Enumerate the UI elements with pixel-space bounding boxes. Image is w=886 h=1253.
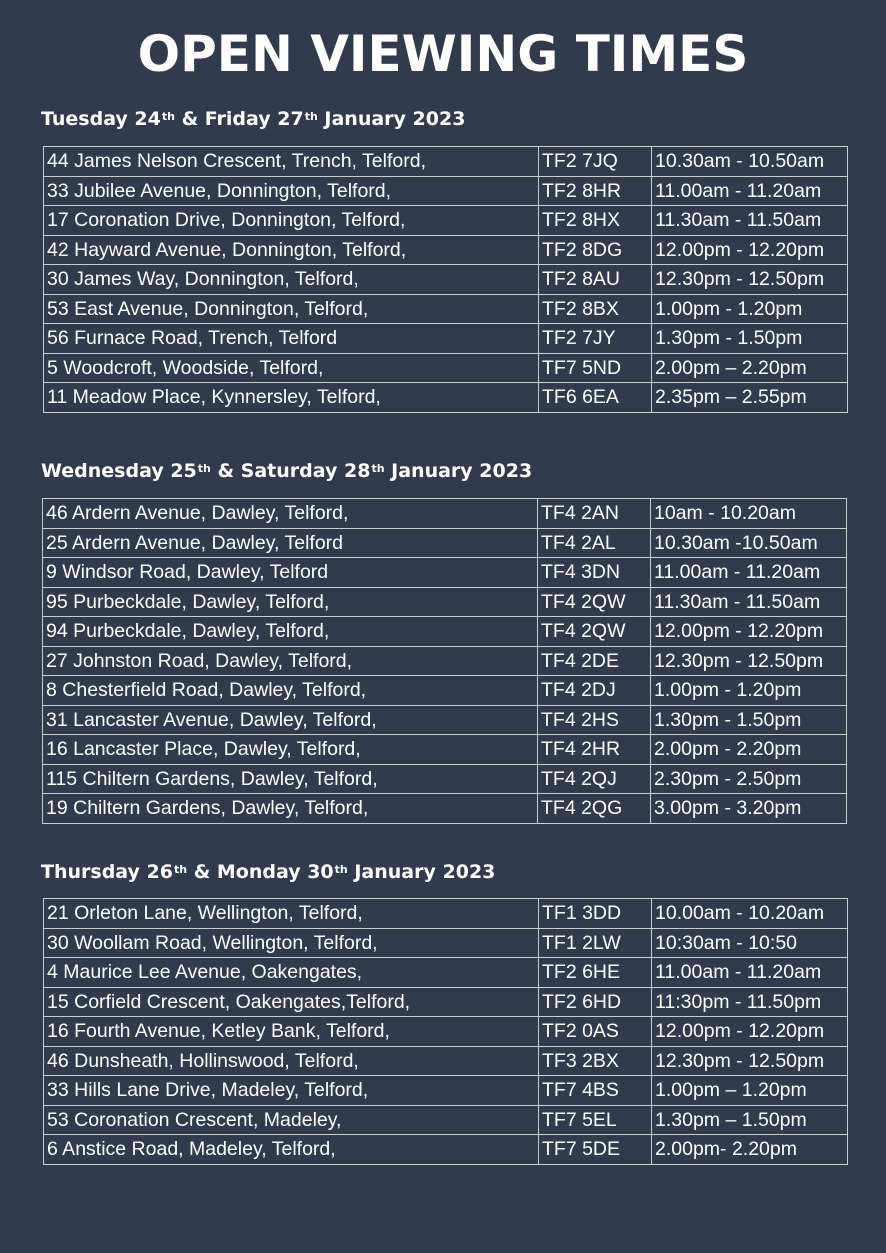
time-cell: 11:30pm - 11.50pm	[652, 987, 848, 1017]
postcode-cell: TF4 2AL	[538, 528, 651, 558]
table-row	[44, 1135, 848, 1165]
postcode-cell: TF2 6HD	[539, 987, 652, 1017]
address-cell: 27 Johnston Road, Dawley, Telford,	[43, 646, 538, 676]
ordinal-suffix: th	[197, 462, 211, 475]
time-cell: 12.30pm - 12.50pm	[652, 265, 848, 295]
table-row	[44, 383, 848, 413]
time-cell: 2.35pm – 2.55pm	[652, 383, 848, 413]
postcode-cell: TF2 8HR	[539, 176, 652, 206]
time-cell: 10.30am - 10.50am	[652, 147, 848, 177]
page-title: OPEN VIEWING TIMES	[137, 25, 749, 83]
address-cell: 16 Fourth Avenue, Ketley Bank, Telford,	[44, 1017, 539, 1047]
time-cell: 10am - 10.20am	[651, 499, 847, 529]
table-row	[43, 617, 847, 647]
table-row	[44, 1046, 848, 1076]
address-cell: 15 Corfield Crescent, Oakengates,Telford,	[44, 987, 539, 1017]
table-row	[44, 987, 848, 1017]
table-row	[43, 528, 847, 558]
time-cell: 12.30pm - 12.50pm	[652, 1046, 848, 1076]
table-row	[44, 147, 848, 177]
table-row	[44, 353, 848, 383]
table-row	[44, 1076, 848, 1106]
postcode-cell: TF2 8BX	[539, 294, 652, 324]
ordinal-suffix: th	[161, 110, 175, 123]
address-cell: 5 Woodcroft, Woodside, Telford,	[44, 353, 539, 383]
heading-day-1: Thursday 26	[41, 861, 173, 883]
heading-month: January 2023	[347, 861, 496, 883]
postcode-cell: TF7 5ND	[539, 353, 652, 383]
table-row	[44, 176, 848, 206]
address-cell: 11 Meadow Place, Kynnersley, Telford,	[44, 383, 539, 413]
table-row	[44, 899, 848, 929]
table-row	[44, 324, 848, 354]
time-cell: 11.30am - 11.50am	[651, 587, 847, 617]
table-row	[43, 646, 847, 676]
ordinal-suffix: th	[334, 863, 348, 876]
postcode-cell: TF2 0AS	[539, 1017, 652, 1047]
time-cell: 10.30am -10.50am	[651, 528, 847, 558]
address-cell: 53 Coronation Crescent, Madeley,	[44, 1105, 539, 1135]
ordinal-suffix: th	[371, 462, 385, 475]
address-cell: 46 Ardern Avenue, Dawley, Telford,	[43, 499, 538, 529]
table-row	[44, 1105, 848, 1135]
postcode-cell: TF7 5DE	[539, 1135, 652, 1165]
address-cell: 33 Hills Lane Drive, Madeley, Telford,	[44, 1076, 539, 1106]
section-heading	[41, 459, 532, 483]
postcode-cell: TF1 2LW	[539, 928, 652, 958]
table-row	[44, 958, 848, 988]
heading-day-2: & Friday 27	[174, 108, 304, 130]
address-cell: 9 Windsor Road, Dawley, Telford	[43, 558, 538, 588]
time-cell: 3.00pm - 3.20pm	[651, 794, 847, 824]
table-row	[44, 235, 848, 265]
ordinal-suffix: th	[304, 110, 318, 123]
viewing-table	[43, 146, 848, 413]
table-row	[44, 928, 848, 958]
table-row	[43, 587, 847, 617]
address-cell: 115 Chiltern Gardens, Dawley, Telford,	[43, 764, 538, 794]
time-cell: 12.00pm - 12.20pm	[652, 1017, 848, 1047]
postcode-cell: TF2 8AU	[539, 265, 652, 295]
postcode-cell: TF4 2QW	[538, 587, 651, 617]
postcode-cell: TF4 2DJ	[538, 676, 651, 706]
postcode-cell: TF4 2HR	[538, 735, 651, 765]
time-cell: 1.00pm - 1.20pm	[651, 676, 847, 706]
postcode-cell: TF2 7JQ	[539, 147, 652, 177]
address-cell: 25 Ardern Avenue, Dawley, Telford	[43, 528, 538, 558]
address-cell: 6 Anstice Road, Madeley, Telford,	[44, 1135, 539, 1165]
time-cell: 2.00pm – 2.20pm	[652, 353, 848, 383]
postcode-cell: TF4 2QW	[538, 617, 651, 647]
address-cell: 42 Hayward Avenue, Donnington, Telford,	[44, 235, 539, 265]
address-cell: 16 Lancaster Place, Dawley, Telford,	[43, 735, 538, 765]
postcode-cell: TF7 5EL	[539, 1105, 652, 1135]
time-cell: 1.30pm – 1.50pm	[652, 1105, 848, 1135]
postcode-cell: TF7 4BS	[539, 1076, 652, 1106]
table-row	[43, 499, 847, 529]
time-cell: 12.30pm - 12.50pm	[651, 646, 847, 676]
time-cell: 1.30pm - 1.50pm	[651, 705, 847, 735]
postcode-cell: TF4 2HS	[538, 705, 651, 735]
postcode-cell: TF4 2QG	[538, 794, 651, 824]
time-cell: 2.00pm - 2.20pm	[651, 735, 847, 765]
time-cell: 10.00am - 10.20am	[652, 899, 848, 929]
address-cell: 33 Jubilee Avenue, Donnington, Telford,	[44, 176, 539, 206]
postcode-cell: TF1 3DD	[539, 899, 652, 929]
time-cell: 1.00pm - 1.20pm	[652, 294, 848, 324]
time-cell: 12.00pm - 12.20pm	[651, 617, 847, 647]
table-row	[43, 794, 847, 824]
table-row	[44, 265, 848, 295]
time-cell: 10:30am - 10:50	[652, 928, 848, 958]
address-cell: 46 Dunsheath, Hollinswood, Telford,	[44, 1046, 539, 1076]
postcode-cell: TF2 7JY	[539, 324, 652, 354]
postcode-cell: TF2 8DG	[539, 235, 652, 265]
postcode-cell: TF4 2QJ	[538, 764, 651, 794]
time-cell: 2.00pm- 2.20pm	[652, 1135, 848, 1165]
table-row	[43, 558, 847, 588]
section-heading	[41, 860, 495, 884]
table-row	[43, 705, 847, 735]
address-cell: 21 Orleton Lane, Wellington, Telford,	[44, 899, 539, 929]
postcode-cell: TF6 6EA	[539, 383, 652, 413]
address-cell: 95 Purbeckdale, Dawley, Telford,	[43, 587, 538, 617]
time-cell: 1.00pm – 1.20pm	[652, 1076, 848, 1106]
postcode-cell: TF4 2DE	[538, 646, 651, 676]
address-cell: 44 James Nelson Crescent, Trench, Telford,	[44, 147, 539, 177]
table-row	[44, 206, 848, 236]
heading-day-1: Tuesday 24	[41, 108, 161, 130]
table-row	[44, 294, 848, 324]
postcode-cell: TF4 2AN	[538, 499, 651, 529]
address-cell: 31 Lancaster Avenue, Dawley, Telford,	[43, 705, 538, 735]
address-cell: 94 Purbeckdale, Dawley, Telford,	[43, 617, 538, 647]
table-row	[44, 1017, 848, 1047]
table-row	[43, 764, 847, 794]
postcode-cell: TF2 6HE	[539, 958, 652, 988]
heading-month: January 2023	[317, 108, 466, 130]
time-cell: 2.30pm - 2.50pm	[651, 764, 847, 794]
address-cell: 30 Woollam Road, Wellington, Telford,	[44, 928, 539, 958]
address-cell: 17 Coronation Drive, Donnington, Telford,	[44, 206, 539, 236]
postcode-cell: TF3 2BX	[539, 1046, 652, 1076]
heading-day-1: Wednesday 25	[41, 460, 197, 482]
table-row	[43, 676, 847, 706]
address-cell: 8 Chesterfield Road, Dawley, Telford,	[43, 676, 538, 706]
time-cell: 11.30am - 11.50am	[652, 206, 848, 236]
postcode-cell: TF4 3DN	[538, 558, 651, 588]
section-heading	[41, 107, 465, 131]
heading-day-2: & Saturday 28	[210, 460, 371, 482]
time-cell: 11.00am - 11.20am	[652, 958, 848, 988]
time-cell: 1.30pm - 1.50pm	[652, 324, 848, 354]
time-cell: 11.00am - 11.20am	[651, 558, 847, 588]
heading-month: January 2023	[384, 460, 533, 482]
viewing-table	[43, 898, 848, 1165]
address-cell: 30 James Way, Donnington, Telford,	[44, 265, 539, 295]
address-cell: 4 Maurice Lee Avenue, Oakengates,	[44, 958, 539, 988]
viewing-table	[42, 498, 847, 824]
postcode-cell: TF2 8HX	[539, 206, 652, 236]
address-cell: 53 East Avenue, Donnington, Telford,	[44, 294, 539, 324]
table-row	[43, 735, 847, 765]
time-cell: 11.00am - 11.20am	[652, 176, 848, 206]
time-cell: 12.00pm - 12.20pm	[652, 235, 848, 265]
address-cell: 56 Furnace Road, Trench, Telford	[44, 324, 539, 354]
address-cell: 19 Chiltern Gardens, Dawley, Telford,	[43, 794, 538, 824]
ordinal-suffix: th	[173, 863, 188, 876]
heading-day-2: & Monday 30	[187, 861, 334, 883]
